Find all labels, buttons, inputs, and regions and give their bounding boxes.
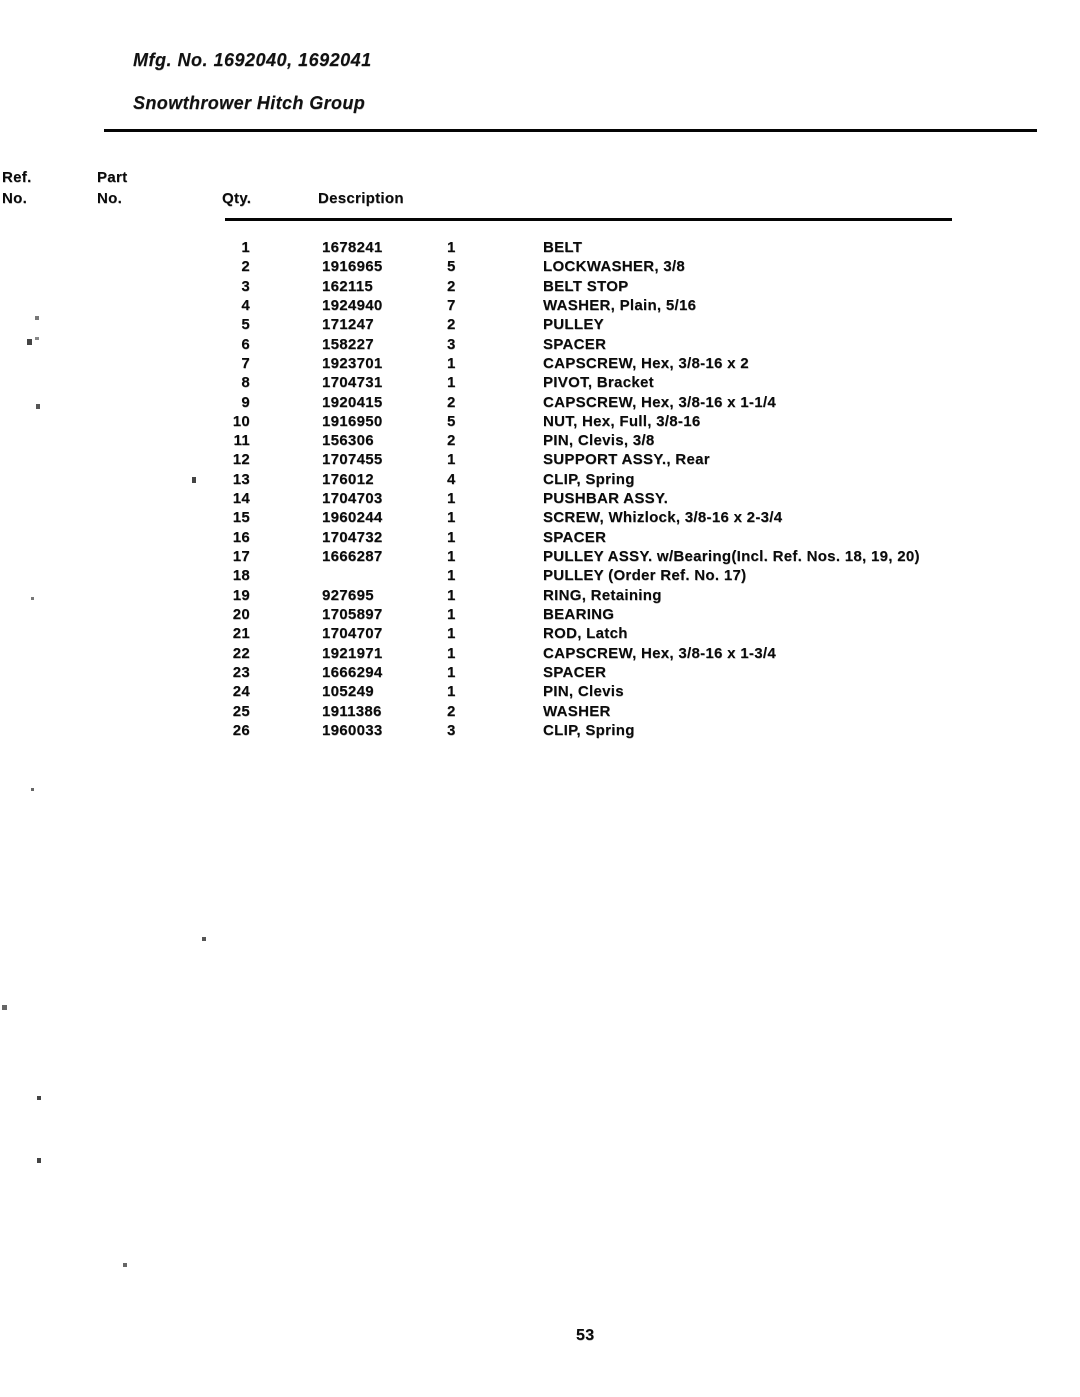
part-no-cell: 1666294 [322, 663, 383, 681]
description-cell: BELT [543, 239, 583, 256]
qty-cell: 2 [447, 277, 456, 295]
page-title: Snowthrower Hitch Group [133, 93, 366, 113]
qty-cell: 1 [447, 683, 456, 701]
description-cell: WASHER, Plain, 5/16 [543, 296, 697, 314]
table-row [225, 393, 965, 412]
part-no-cell: 1923701 [322, 354, 383, 372]
part-no-cell: 158227 [322, 335, 374, 353]
part-no-cell: 1666287 [322, 548, 383, 565]
parts-table [225, 238, 965, 740]
qty-cell: 1 [447, 663, 456, 681]
part-no-cell: 1960033 [322, 721, 383, 739]
part-no-cell: 1960244 [322, 509, 383, 527]
qty-cell: 1 [447, 490, 456, 508]
scan-speck [35, 337, 39, 340]
ref-no-cell: 3 [241, 277, 250, 295]
part-no-cell: 1704732 [322, 528, 383, 546]
description-cell: SPACER [543, 528, 607, 546]
description-cell: PULLEY ASSY. w/Bearing(Incl. Ref. Nos. 18, 19, 20) [543, 548, 920, 565]
table-header-line2 [0, 190, 740, 207]
part-no-cell: 1707455 [322, 451, 383, 469]
ref-no-cell: 1 [241, 239, 250, 256]
qty-cell: 1 [447, 605, 456, 623]
part-no-cell: 1704707 [322, 625, 383, 643]
ref-no-cell: 18 [232, 567, 250, 585]
table-row [225, 296, 965, 315]
table-row [225, 315, 965, 334]
description-cell: CAPSCREW, Hex, 3/8-16 x 1-1/4 [543, 393, 776, 411]
qty-cell: 5 [447, 412, 456, 430]
scan-speck [31, 788, 34, 791]
ref-no-cell: 12 [232, 451, 250, 469]
scan-speck [202, 937, 206, 941]
description-cell: WASHER [543, 702, 611, 720]
ref-no-cell: 14 [232, 490, 250, 508]
part-no-cell: 156306 [322, 432, 374, 450]
ref-no-cell: 16 [232, 528, 250, 546]
description-cell: SPACER [543, 663, 607, 681]
ref-no-cell: 26 [232, 721, 250, 739]
part-no-cell: 176012 [322, 470, 374, 488]
ref-no-cell: 8 [241, 374, 250, 392]
ref-no-cell: 13 [232, 470, 250, 488]
col-header-qty: Qty. [222, 190, 252, 207]
ref-no-cell: 23 [232, 663, 250, 681]
part-no-cell: 1704703 [322, 490, 383, 508]
scan-speck [36, 404, 40, 409]
description-cell: NUT, Hex, Full, 3/8-16 [543, 412, 701, 430]
description-cell: SUPPORT ASSY., Rear [543, 451, 710, 469]
description-cell: LOCKWASHER, 3/8 [543, 258, 686, 276]
ref-no-cell: 5 [241, 316, 250, 334]
scan-speck [2, 1005, 7, 1010]
table-row [225, 373, 965, 392]
table-row [225, 257, 965, 276]
table-row [225, 566, 965, 585]
table-row [225, 354, 965, 373]
page-number: 53 [576, 1327, 595, 1344]
table-row [225, 528, 965, 547]
ref-no-cell: 20 [232, 605, 250, 623]
scan-speck [27, 339, 32, 345]
table-row [225, 431, 965, 450]
part-no-cell [322, 566, 447, 585]
qty-cell: 1 [447, 509, 456, 527]
qty-cell: 1 [447, 239, 456, 256]
table-row [225, 335, 965, 354]
description-cell: PUSHBAR ASSY. [543, 490, 669, 508]
table-row [225, 238, 965, 257]
qty-cell: 4 [447, 470, 456, 488]
ref-no-cell: 25 [232, 702, 250, 720]
col-header-part: Part [97, 169, 128, 186]
part-no-cell: 1704731 [322, 374, 383, 392]
part-no-cell: 1916950 [322, 412, 383, 430]
description-cell: CLIP, Spring [543, 470, 635, 488]
col-header-part-no: No. [97, 190, 123, 207]
ref-no-cell: 24 [232, 683, 250, 701]
qty-cell: 5 [447, 258, 456, 276]
ref-no-cell: 9 [241, 393, 250, 411]
qty-cell: 1 [447, 374, 456, 392]
table-row [225, 663, 965, 682]
ref-no-cell: 19 [232, 586, 250, 604]
ref-no-cell: 11 [233, 432, 250, 450]
description-cell: PIVOT, Bracket [543, 374, 654, 392]
part-no-cell: 1705897 [322, 605, 383, 623]
qty-cell: 1 [447, 528, 456, 546]
description-cell: ROD, Latch [543, 625, 628, 643]
qty-cell: 2 [447, 316, 456, 334]
description-cell: PULLEY (Order Ref. No. 17) [543, 567, 747, 585]
qty-cell: 3 [447, 335, 456, 353]
table-header-rule [225, 218, 952, 221]
part-no-cell: 1924940 [322, 296, 383, 314]
qty-cell: 7 [447, 296, 456, 314]
part-no-cell: 1920415 [322, 393, 383, 411]
description-cell: PULLEY [543, 316, 604, 334]
table-row [225, 489, 965, 508]
qty-cell: 1 [447, 644, 456, 662]
table-row [225, 644, 965, 663]
col-header-ref-no: No. [2, 190, 28, 207]
qty-cell: 2 [447, 432, 456, 450]
mfg-number-line: Mfg. No. 1692040, 1692041 [133, 50, 372, 70]
ref-no-cell: 22 [232, 644, 250, 662]
qty-cell: 2 [447, 702, 456, 720]
description-cell: SPACER [543, 335, 607, 353]
qty-cell: 3 [447, 721, 456, 739]
scan-speck [192, 477, 196, 483]
table-row [225, 470, 965, 489]
description-cell: CAPSCREW, Hex, 3/8-16 x 2 [543, 354, 749, 372]
ref-no-cell: 2 [241, 258, 250, 276]
description-cell: CAPSCREW, Hex, 3/8-16 x 1-3/4 [543, 644, 776, 662]
qty-cell: 2 [447, 393, 456, 411]
table-row [225, 547, 965, 566]
table-row [225, 624, 965, 643]
description-cell: RING, Retaining [543, 586, 662, 604]
col-header-description: Description [318, 190, 404, 207]
qty-cell: 1 [447, 548, 456, 565]
part-no-cell: 1916965 [322, 258, 383, 276]
table-row [225, 412, 965, 431]
header-divider-rule [104, 129, 1037, 132]
description-cell: BEARING [543, 605, 615, 623]
table-row [225, 702, 965, 721]
ref-no-cell: 15 [232, 509, 250, 527]
part-no-cell: 171247 [322, 316, 374, 334]
qty-cell: 1 [447, 354, 456, 372]
table-row [225, 682, 965, 701]
part-no-cell: 1678241 [322, 239, 383, 256]
scan-speck [123, 1263, 127, 1267]
table-row [225, 450, 965, 469]
ref-no-cell: 21 [232, 625, 250, 643]
qty-cell: 1 [447, 567, 456, 585]
description-cell: PIN, Clevis [543, 683, 624, 701]
part-no-cell: 1911386 [322, 702, 382, 720]
table-row [225, 277, 965, 296]
ref-no-cell: 17 [232, 548, 250, 565]
scan-speck [37, 1096, 41, 1100]
table-row [225, 605, 965, 624]
table-row [225, 586, 965, 605]
description-cell: CLIP, Spring [543, 721, 635, 739]
qty-cell: 1 [447, 586, 456, 604]
description-cell: SCREW, Whizlock, 3/8-16 x 2-3/4 [543, 509, 783, 527]
table-header-line1 [0, 169, 740, 186]
part-no-cell: 162115 [322, 277, 374, 295]
qty-cell: 1 [447, 625, 456, 643]
part-no-cell: 1921971 [322, 644, 383, 662]
qty-cell: 1 [447, 451, 456, 469]
col-header-ref: Ref. [2, 169, 32, 186]
part-no-cell: 927695 [322, 586, 374, 604]
table-row [225, 508, 965, 527]
description-cell: PIN, Clevis, 3/8 [543, 432, 655, 450]
description-cell: BELT STOP [543, 277, 629, 295]
scan-speck [35, 316, 39, 320]
part-no-cell: 105249 [322, 683, 374, 701]
ref-no-cell: 6 [241, 335, 250, 353]
ref-no-cell: 7 [241, 354, 250, 372]
ref-no-cell: 10 [232, 412, 250, 430]
scan-speck [37, 1158, 41, 1163]
ref-no-cell: 4 [241, 296, 250, 314]
table-row [225, 721, 965, 740]
scan-speck [31, 597, 34, 600]
